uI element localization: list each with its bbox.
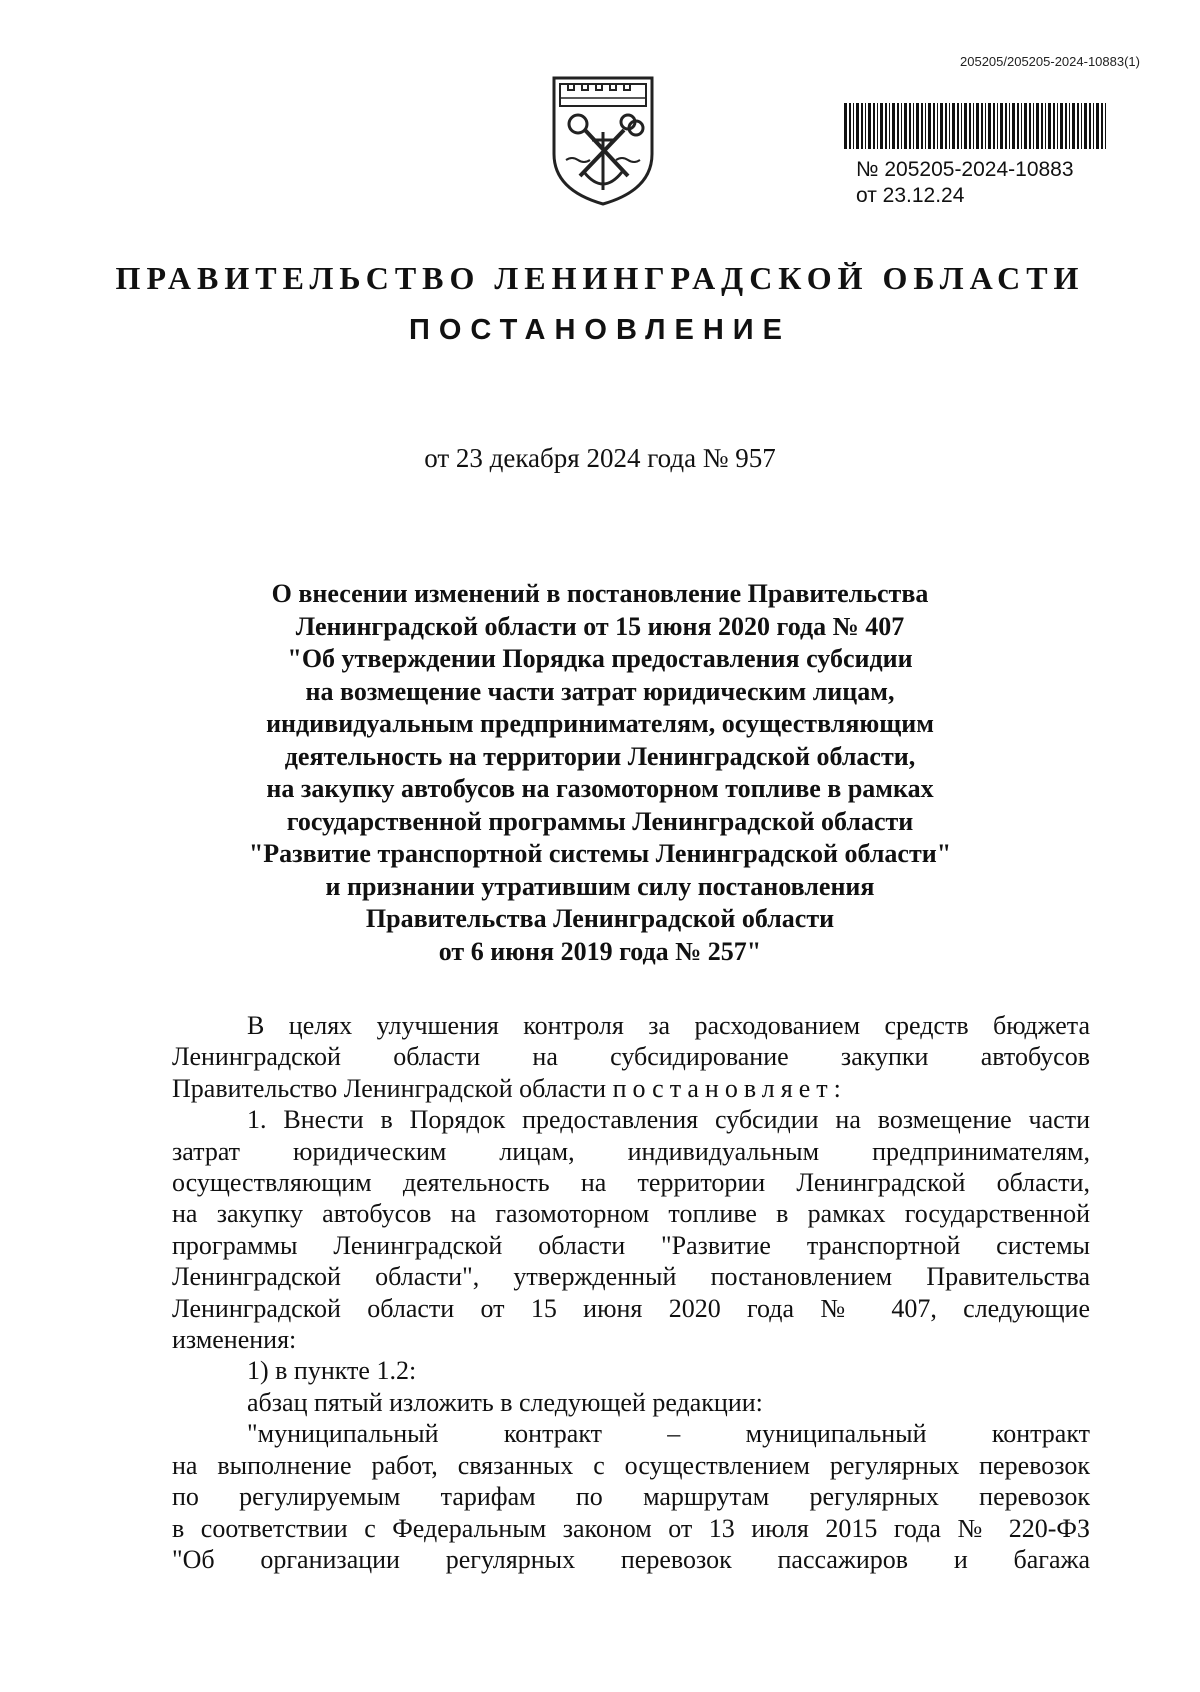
barcode-bar	[1045, 103, 1046, 149]
subject-line: от 6 июня 2019 года № 257"	[438, 936, 762, 966]
preamble-text: Правительство Ленинградской области	[172, 1073, 607, 1103]
barcode-bar	[997, 103, 998, 149]
barcode-bar	[1105, 103, 1106, 149]
item-line: 1. Внести в Порядок предоставления субсидии на возмещение части	[247, 1105, 1090, 1135]
barcode-bar	[988, 103, 991, 149]
subject-line: деятельность на территории Ленинградской области,	[284, 741, 916, 771]
subject-line: на возмещение части затрат юридическим лицам,	[305, 676, 895, 706]
barcode-bar	[921, 103, 923, 149]
government-title: ПРАВИТЕЛЬСТВО ЛЕНИНГРАДСКОЙ ОБЛАСТИ	[115, 260, 1085, 296]
barcode-bar	[1033, 103, 1034, 149]
subject-line: индивидуальным предпринимателям, осуществляющим	[266, 709, 934, 738]
item-line: Ленинградской области", утвержденный постановлением Правительства	[172, 1262, 1090, 1292]
barcode-bar	[880, 103, 883, 149]
subject-line: Ленинградской области от 15 июня 2020 года № 407	[295, 611, 905, 641]
subitem-line: 1) в пункте 1.2:	[247, 1356, 417, 1386]
barcode-bar	[849, 103, 851, 149]
subject-line: государственной программы Ленинградской области	[286, 806, 914, 836]
document-body	[172, 1010, 1090, 1575]
barcode-bar	[976, 103, 979, 149]
barcode-icon	[842, 103, 1108, 149]
barcode-bar	[892, 103, 895, 149]
subject-line: и признании утратившим силу постановления	[325, 871, 875, 901]
barcode-bar	[1072, 103, 1075, 149]
preamble-line: В целях улучшения контроля за расходованием средств бюджета	[247, 1011, 1090, 1040]
barcode-bar	[897, 103, 899, 149]
barcode-bar	[861, 103, 863, 149]
quote-line: на выполнение работ, связанных с осуществлением регулярных перевозок	[172, 1450, 1090, 1480]
barcode-bar	[868, 103, 871, 149]
item-line: программы Ленинградской области "Развитие транспортной системы	[172, 1230, 1090, 1260]
barcode-bar	[1101, 103, 1103, 149]
barcode-bar	[856, 103, 859, 149]
item-line: изменения:	[172, 1325, 297, 1355]
barcode-bar	[1012, 103, 1015, 149]
barcode-bar	[1041, 103, 1043, 149]
subject-line: на закупку автобусов на газомоторном топливе в рамках	[266, 774, 934, 803]
barcode-bar	[1096, 103, 1099, 149]
barcode-bar	[1021, 103, 1022, 149]
barcode-bar	[945, 103, 947, 149]
barcode-bar	[1029, 103, 1031, 149]
barcode-bar	[1024, 103, 1027, 149]
barcode-bar	[916, 103, 919, 149]
barcode-bar	[901, 103, 902, 149]
barcode-bar	[1060, 103, 1063, 149]
barcode-bar	[865, 103, 866, 149]
barcode-bar	[909, 103, 911, 149]
barcode-bar	[1009, 103, 1010, 149]
paragraph-intro: абзац пятый изложить в следующей редакции:	[247, 1387, 763, 1417]
quote-line: по регулируемым тарифам по маршрутам регулярных перевозок	[172, 1482, 1090, 1512]
subject-line: О внесении изменений в постановление Правительства	[271, 579, 929, 608]
barcode-bar	[964, 103, 967, 149]
barcode-bar	[853, 103, 854, 149]
barcode-bar	[957, 103, 959, 149]
barcode-bar	[1048, 103, 1051, 149]
barcode-bar	[1093, 103, 1094, 149]
barcode-bar	[1065, 103, 1067, 149]
barcode-bar	[913, 103, 914, 149]
registration-number: № 205205-2024-10883	[856, 158, 1074, 181]
barcode-bar	[969, 103, 971, 149]
preamble-line	[172, 1073, 1090, 1104]
barcode-bar	[844, 103, 847, 149]
barcode-bar	[928, 103, 931, 149]
barcode-bar	[985, 103, 986, 149]
barcode-bar	[873, 103, 875, 149]
barcode-bar	[1077, 103, 1079, 149]
barcode-bar	[1005, 103, 1007, 149]
barcode-bar	[1089, 103, 1091, 149]
barcode-bar	[937, 103, 938, 149]
document-type: ПОСТАНОВЛЕНИЕ	[409, 314, 791, 346]
barcode-bar	[904, 103, 907, 149]
barcode-bar	[981, 103, 983, 149]
barcode-bar	[1057, 103, 1058, 149]
document-code: 205205/205205-2024-10883(1)	[960, 54, 1140, 69]
item-line: осуществляющим деятельность на территории Ленинградской области,	[172, 1168, 1090, 1198]
barcode-bar	[993, 103, 995, 149]
barcode-bar	[1069, 103, 1070, 149]
barcode-bar	[1017, 103, 1019, 149]
subject-line: Правительства Ленинградской области	[365, 904, 835, 933]
barcode-bar	[885, 103, 887, 149]
item-line: затрат юридическим лицам, индивидуальным предпринимателям,	[172, 1136, 1090, 1166]
decree-subject	[160, 578, 1040, 968]
barcode-bar	[940, 103, 943, 149]
coat-of-arms-icon	[548, 72, 658, 208]
quote-line: "Об организации регулярных перевозок пассажиров и багажа	[172, 1544, 1090, 1574]
barcode-bar	[952, 103, 955, 149]
barcode-bar	[973, 103, 974, 149]
barcode-bar	[877, 103, 878, 149]
registration-date: от 23.12.24	[856, 184, 965, 207]
decree-date-line: от 23 декабря 2024 года № 957	[424, 443, 776, 473]
barcode-bar	[933, 103, 935, 149]
item-line: на закупку автобусов на газомоторном топливе в рамках государственной	[172, 1199, 1090, 1229]
preamble-verb: постановляет:	[612, 1073, 847, 1103]
barcode-bar	[925, 103, 926, 149]
barcode-bar	[961, 103, 962, 149]
barcode-bar	[949, 103, 950, 149]
barcode-bar	[889, 103, 890, 149]
subject-line: "Об утверждении Порядка предоставления субсидии	[287, 644, 913, 673]
barcode-bar	[1000, 103, 1003, 149]
barcode-bar	[1036, 103, 1039, 149]
registration-block	[842, 103, 1108, 209]
quote-line: "муниципальный контракт – муниципальный контракт	[247, 1419, 1090, 1449]
barcode-bar	[1081, 103, 1082, 149]
quote-line: в соответствии с Федеральным законом от 13 июля 2015 года № 220-ФЗ	[172, 1513, 1090, 1543]
preamble-line: Ленинградской области на субсидирование закупки автобусов	[172, 1042, 1090, 1072]
subject-line: "Развитие транспортной системы Ленинградской области"	[248, 839, 952, 868]
item-line: Ленинградской области от 15 июня 2020 года № 407, следующие	[172, 1293, 1090, 1323]
barcode-bar	[1084, 103, 1087, 149]
barcode-bar	[1053, 103, 1055, 149]
